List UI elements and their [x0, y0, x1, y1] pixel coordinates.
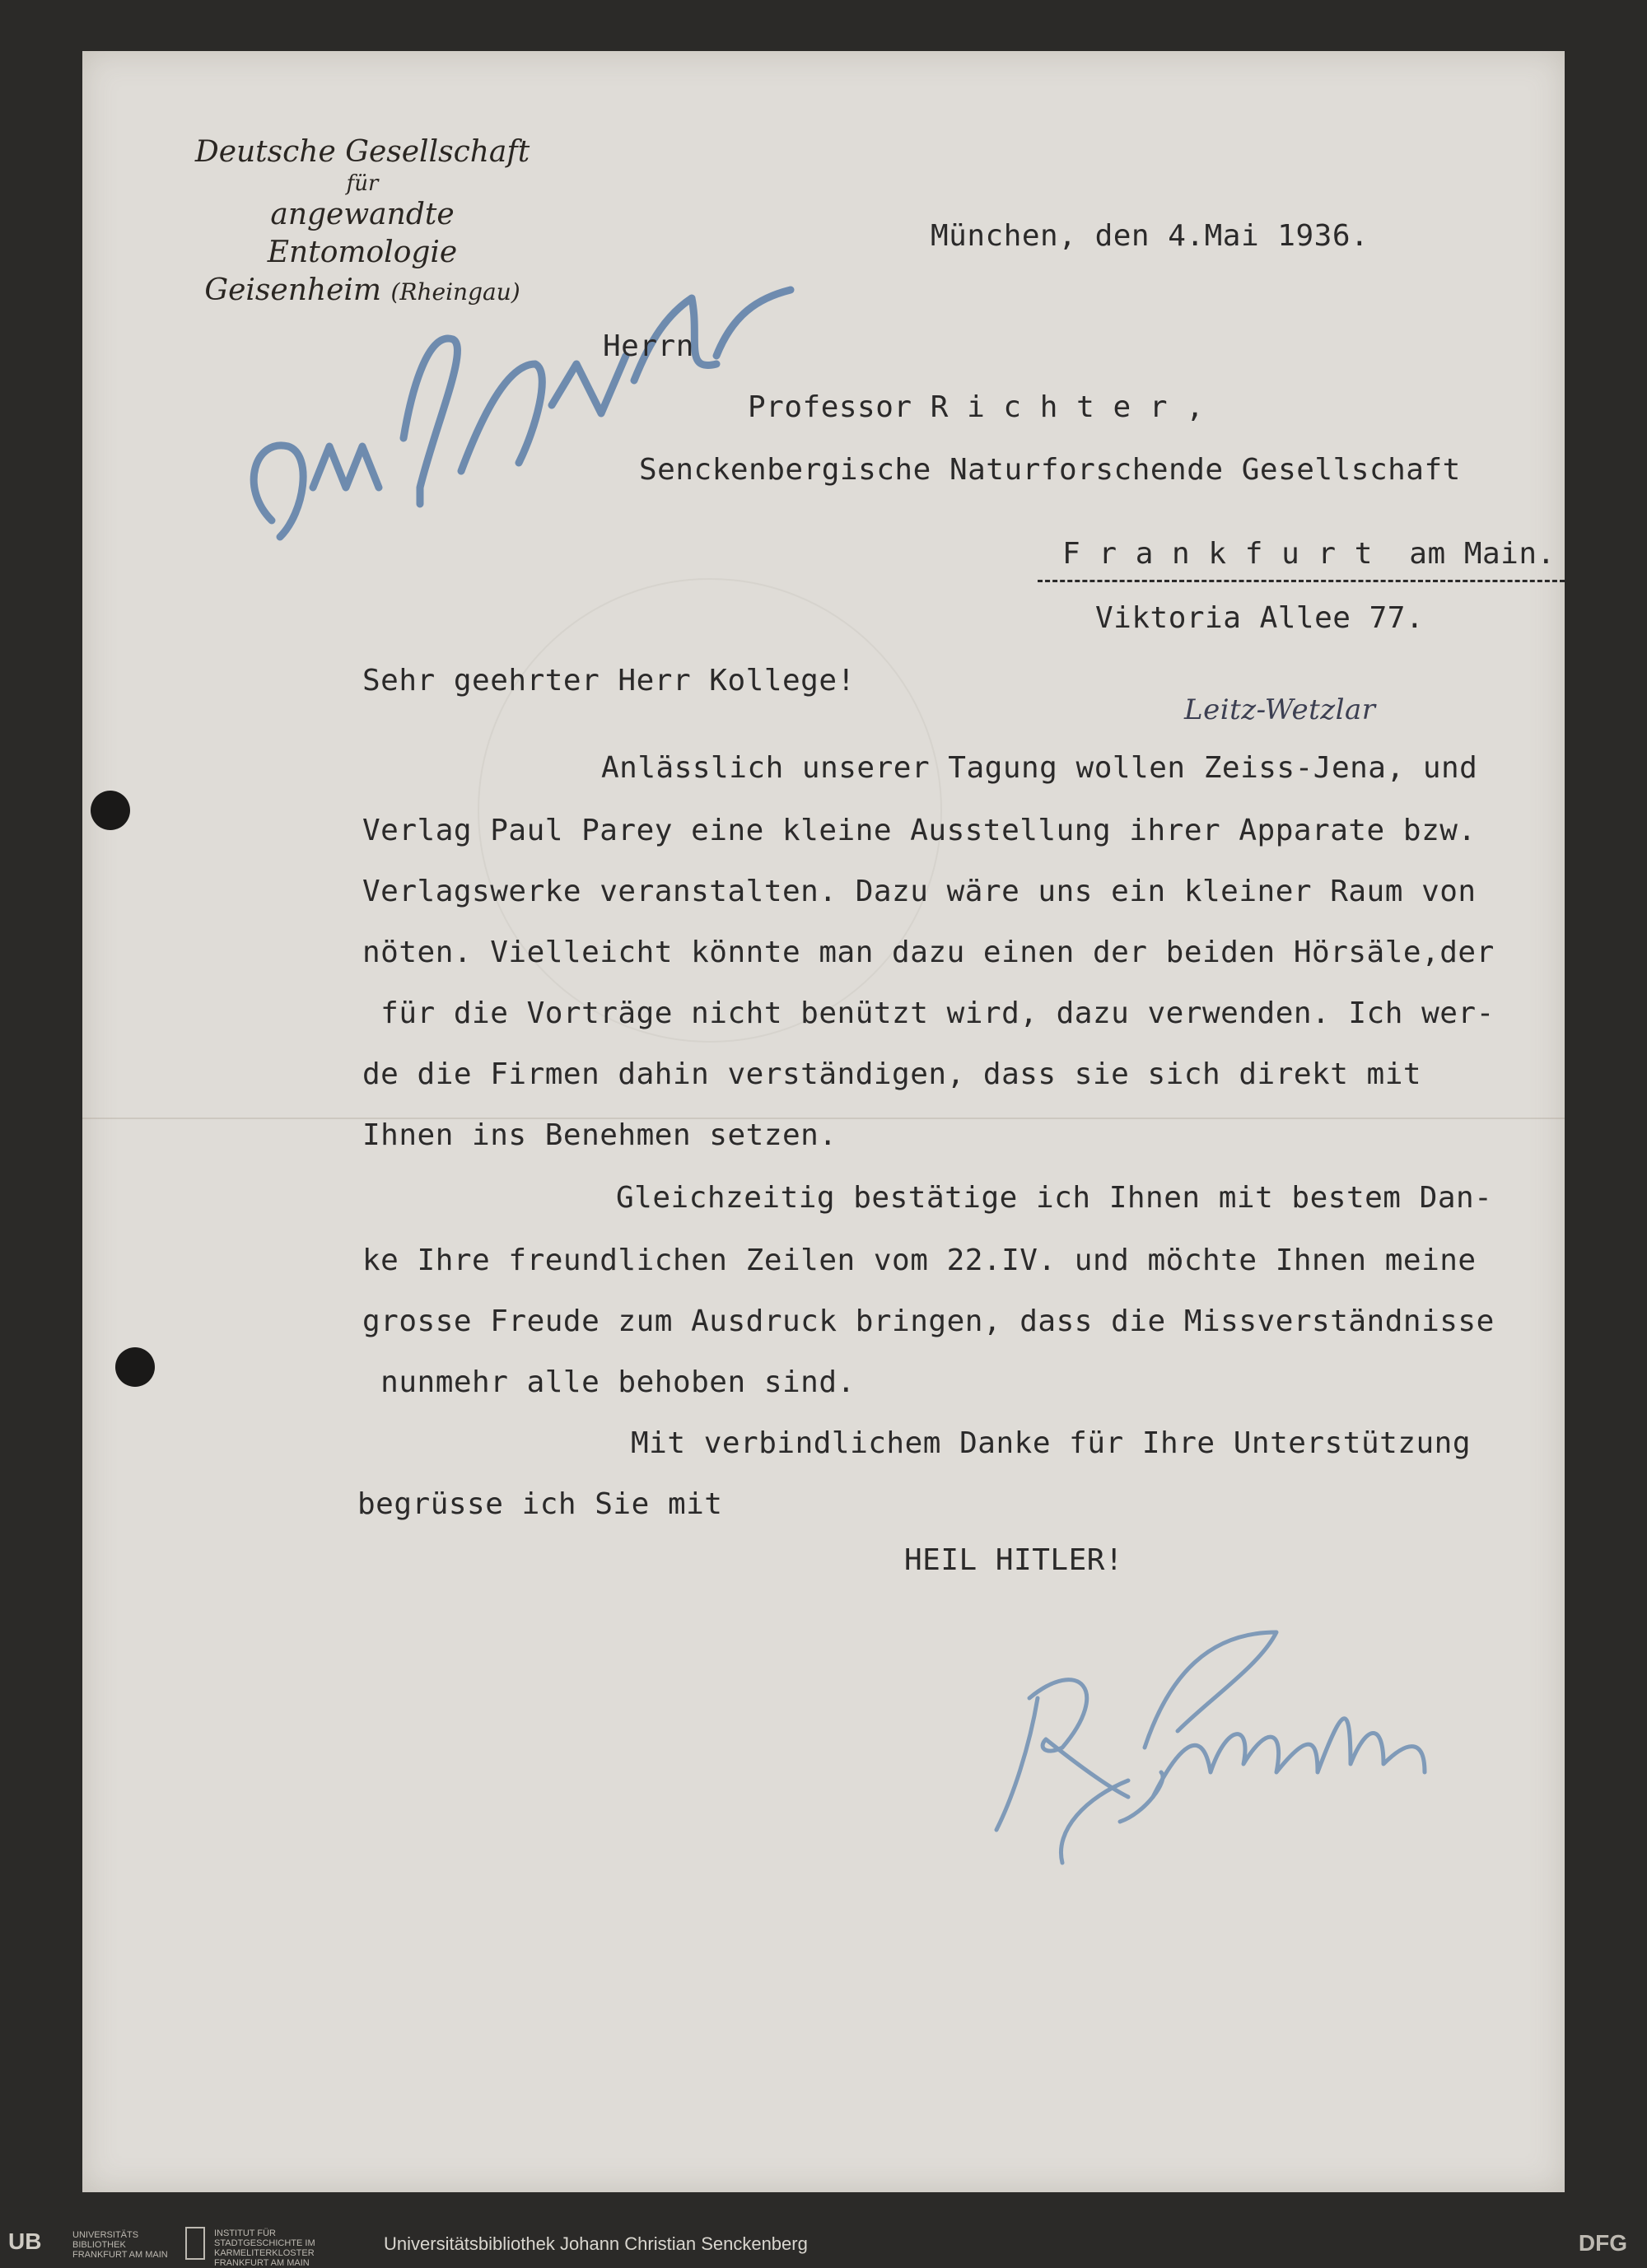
underline-dashes: [1038, 580, 1565, 582]
body-line-11: nunmehr alle behoben sind.: [362, 1365, 856, 1399]
body-line-7: Ihnen ins Benehmen setzen.: [362, 1118, 837, 1152]
recipient-street: Viktoria Allee 77.: [1095, 601, 1425, 635]
institute-logo-text: INSTITUT FÜR STADTGESCHICHTE IM KARMELITERKLOSTER FRANKFURT AM MAIN: [214, 2228, 315, 2268]
blue-pencil-annotation: [222, 240, 815, 586]
greeting: Sehr geehrter Herr Kollege!: [362, 664, 856, 698]
body-line-6: de die Firmen dahin verständigen, dass sie sich direkt mit: [362, 1057, 1422, 1091]
institute-logo-icon: [185, 2227, 205, 2260]
footer-bar: [0, 2222, 1647, 2268]
body-line-2: Verlag Paul Parey eine kleine Ausstellung ihrer Apparate bzw.: [362, 814, 1477, 847]
recipient-salutation: Herrn: [603, 329, 694, 363]
body-line-10: grosse Freude zum Ausdruck bringen, dass die Missverständnisse: [362, 1304, 1495, 1338]
letterhead-city: Geisenheim: [204, 273, 382, 307]
insert-annotation: Leitz-Wetzlar: [1184, 693, 1376, 726]
faint-stamp: [478, 578, 942, 1043]
ub-logo-text: UNIVERSITÄTS BIBLIOTHEK FRANKFURT AM MAIN: [72, 2230, 168, 2260]
body-line-12: Mit verbindlichem Danke für Ihre Unterstützung: [631, 1426, 1471, 1460]
signature: [963, 1583, 1491, 1879]
letterhead-line3: angewandte Entomologie: [267, 198, 458, 269]
body-line-4: nöten. Vielleicht könnte man dazu einen der beiden Hörsäle,der: [362, 936, 1495, 969]
footer-credit: Universitätsbibliothek Johann Christian Senckenberg: [384, 2233, 808, 2254]
punch-hole-bottom: [115, 1347, 155, 1387]
date-line: München, den 4.Mai 1936.: [931, 219, 1369, 253]
closing: HEIL HITLER!: [904, 1543, 1124, 1577]
body-line-13: begrüsse ich Sie mit: [357, 1487, 723, 1521]
body-line-8: Gleichzeitig bestätige ich Ihnen mit bestem Dan-: [616, 1181, 1493, 1215]
body-line-5: für die Vorträge nicht benützt wird, dazu verwenden. Ich wer-: [362, 996, 1495, 1030]
dfg-logo: DFG: [1578, 2230, 1627, 2256]
letter-page: [82, 51, 1565, 2192]
ub-logo: UB: [8, 2228, 42, 2254]
letterhead-region: (Rheingau): [390, 278, 520, 306]
body-line-1: Anlässlich unserer Tagung wollen Zeiss-Jena, und: [601, 751, 1478, 785]
body-line-3: Verlagswerke veranstalten. Dazu wäre uns ein kleiner Raum von: [362, 875, 1477, 908]
recipient-city: F r a n k f u r t am Main.: [1062, 537, 1556, 571]
letterhead-line2: für: [346, 171, 379, 196]
recipient-institution: Senckenbergische Naturforschende Gesellschaft: [639, 453, 1461, 487]
letterhead-line1: Deutsche Gesellschaft: [194, 135, 530, 169]
punch-hole-top: [91, 791, 130, 830]
recipient-name: Professor R i c h t e r ,: [748, 390, 1205, 424]
body-line-9: ke Ihre freundlichen Zeilen vom 22.IV. und möchte Ihnen meine: [362, 1244, 1477, 1277]
